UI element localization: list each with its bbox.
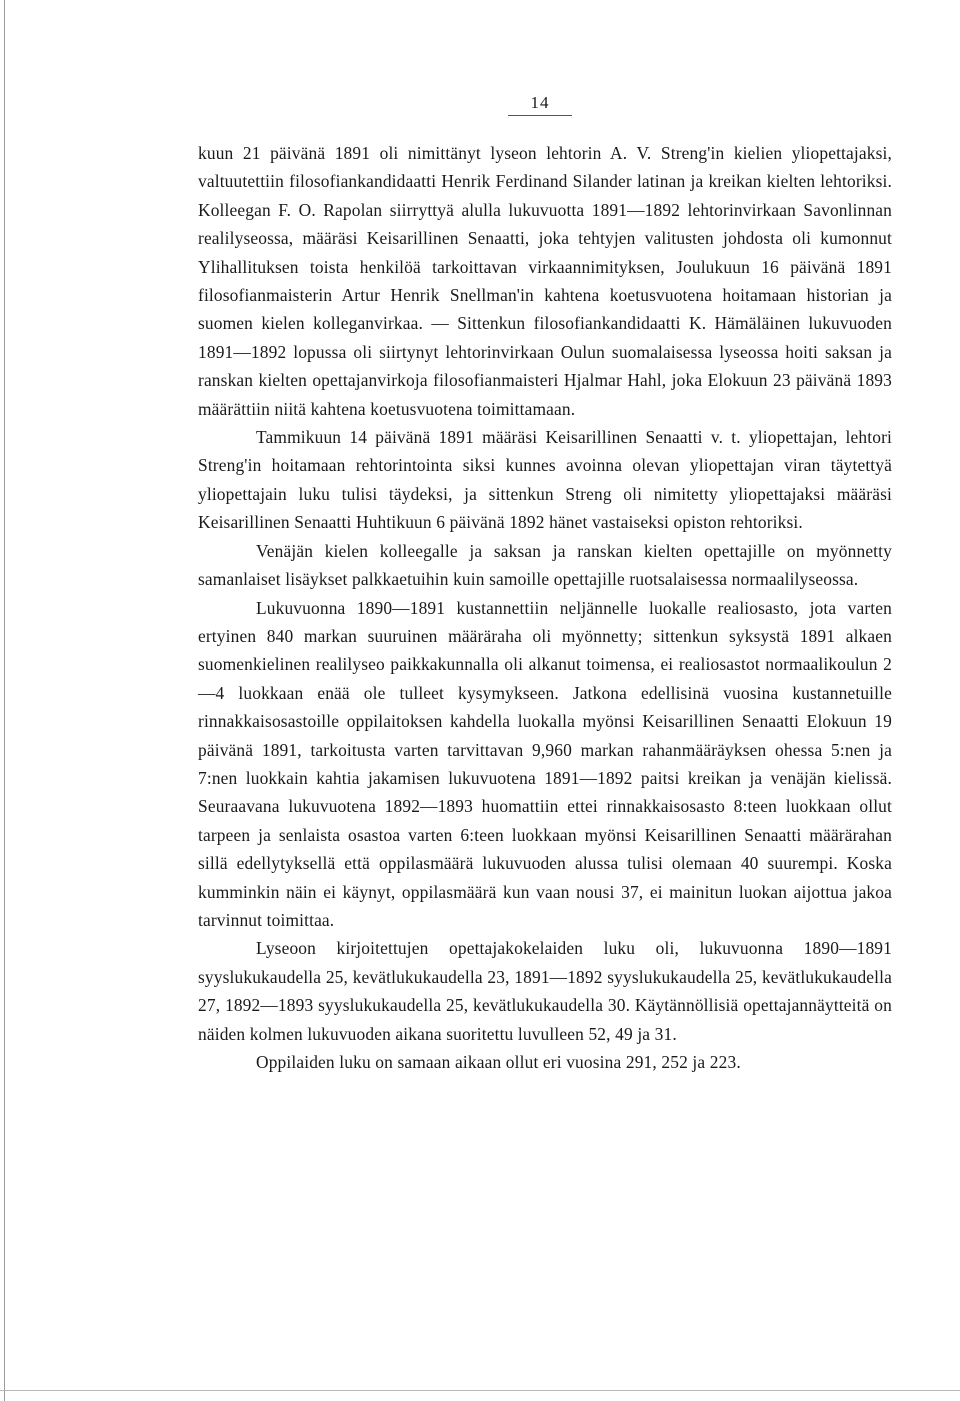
- paragraph-1: kuun 21 päivänä 1891 oli nimittänyt lyseon lehtorin A. V. Streng'in kielien yliopettajaksi, valtuutettiin filosofiankandidaatti Henrik Ferdinand Silander latinan ja kreikan kielten lehtoriksi. Kolleegan F. O. Rapolan siirryttyä alulla lukuvuotta 1891—1892 lehtorinvirkaan Savonlinnan realilyseossa, määräsi Keisarillinen Senaatti, joka tehtyjen valitusten johdosta oli kumonnut Ylihallituksen toista henkilöä tarkoittavan virkaannimityksen, Joulukuun 16 päivänä 1891 filosofianmaisterin Artur Henrik Snellman'in kahtena koetusvuotena hoitamaan historian ja suomen kielen kolleganvirkaa. — Sittenkun filosofiankandidaatti K. Hämäläinen lukuvuoden 1891—1892 lopussa oli siirtynyt lehtorinvirkaan Oulun suomalaisessa lyseossa hoiti saksan ja ranskan kielten opettajanvirkoja filosofianmaisteri Hjalmar Hahl, joka Elokuun 23 päivänä 1893 määrättiin niitä kahtena koetusvuotena toimittamaan.: [198, 143, 892, 419]
- body-text: [198, 139, 892, 1076]
- paragraph-3: Venäjän kielen kolleegalle ja saksan ja ranskan kielten opettajille on myönnetty samanlaiset lisäykset palkkaetuihin kuin samoille opettajille ruotsalaisessa normaalilyseossa.: [198, 540, 892, 590]
- paragraph-5: Lyseoon kirjoitettujen opettajakokelaiden luku oli, lukuvuonna 1890—1891 syyslukukaudella 25, kevätlukukaudella 23, 1891—1892 syyslukukaudella 25, kevätlukukaudella 27, 1892—1893 syyslukukaudella 25, kevätlukukaudella 30. Käytännöllisiä opettajannäytteitä on näiden kolmen lukuvuoden aikana suoritettu luvulleen 52, 49 ja 31.: [198, 938, 892, 1044]
- scan-bottom-edge: [0, 1390, 960, 1391]
- page-number: 14: [508, 93, 572, 116]
- paragraph-4: Lukuvuonna 1890—1891 kustannettiin neljännelle luokalle realiosasto, jota varten ertyinen 840 markan suuruinen määräraha oli myönnetty; sittenkun syksystä 1891 alkaen suomenkielinen realilyseo paikkakunnalla oli alkanut toimensa, ei realiosastot normaalikoulun 2—4 luokkaan enää ole tulleet kysymykseen. Jatkona edellisinä vuosina kustannetuille rinnakkaisosastoille oppilaitoksen kahdella luokalla myönsi Keisarillinen Senaatti Elokuun 19 päivänä 1891, tarkoitusta varten tarvittavan 9,960 markan rahanmääräyksen ohessa 5:nen ja 7:nen luokkain kahtia jakamisen lukuvuotena 1891—1892 paitsi kreikan ja venäjän kielissä. Seuraavana lukuvuotena 1892—1893 huomattiin ettei rinnakkaisosasto 8:teen luokkaan ollut tarpeen ja senlaista osastoa varten 6:teen luokkaan myönsi Keisarillinen Senaatti määrärahan sillä edellytyksellä että oppilasmäärä lukuvuoden alussa tulisi olemaan 40 suurempi. Koska kumminkin näin ei käynyt, oppilasmäärä kun vaan nousi 37, ei mainitun luokan aijottua jakoa tarvinnut toimittaa.: [198, 597, 892, 930]
- paragraph-6: Oppilaiden luku on samaan aikaan ollut eri vuosina 291, 252 ja 223.: [256, 1052, 741, 1072]
- paragraph-2: Tammikuun 14 päivänä 1891 määräsi Keisarillinen Senaatti v. t. yliopettajan, lehtori Streng'in hoitamaan rehtorintointa siksi kunnes avoinna olevan yliopettajan viran täytettyä yliopettajain luku tulisi täydeksi, ja sittenkun Streng oli nimitetty yliopettajaksi määräsi Keisarillinen Senaatti Huhtikuun 6 päivänä 1892 hänet vastaiseksi opiston rehtoriksi.: [198, 427, 892, 533]
- scan-edge-line: [4, 0, 5, 1401]
